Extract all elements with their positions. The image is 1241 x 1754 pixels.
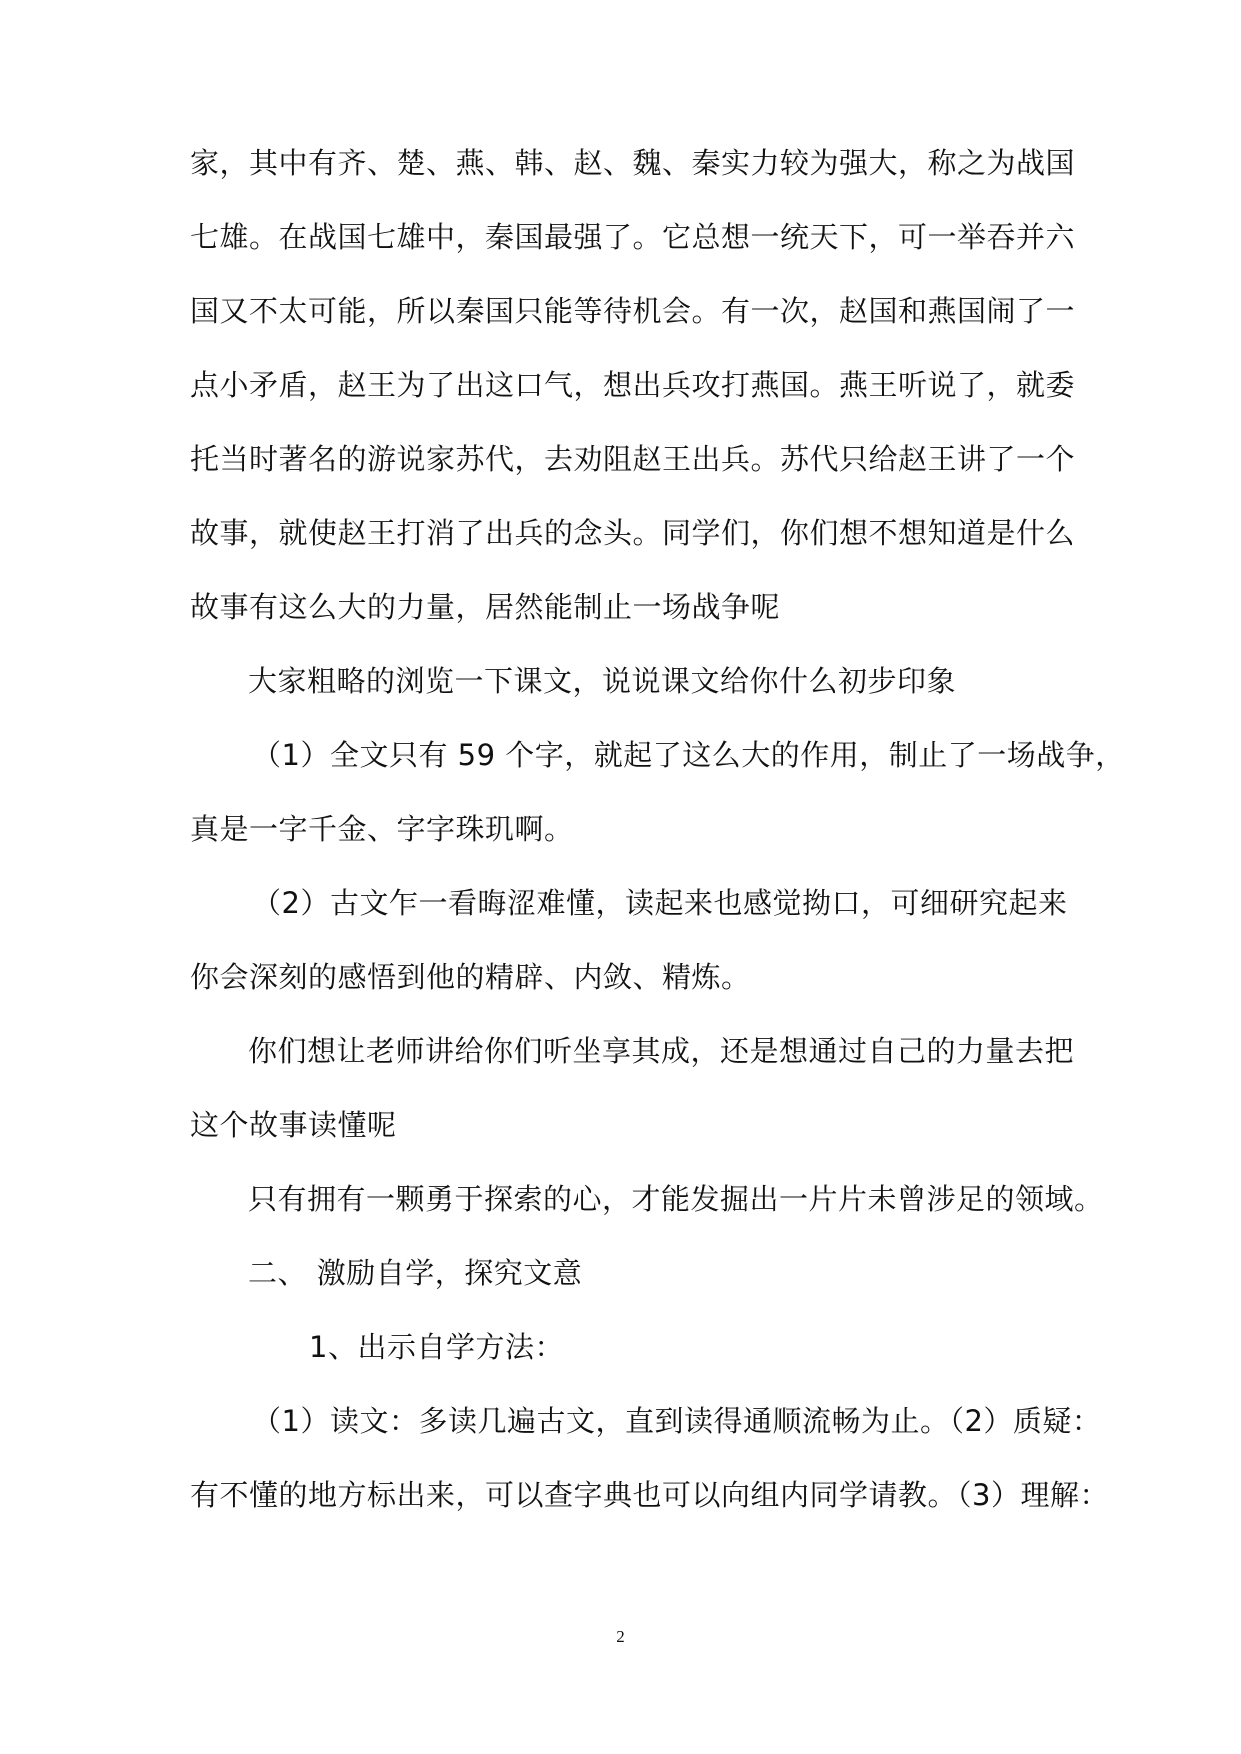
paragraph-line-15: 只有拥有一颗勇于探索的心，才能发掘出一片片未曾涉足的领域。 [248,1182,1104,1216]
page-number: 2 [616,1627,625,1646]
paragraph-line-5: 托当时著名的游说家苏代，去劝阻赵王出兵。苏代只给赵王讲了一个 [190,442,1076,476]
method-line-1: （1）读文：多读几遍古文，直到读得通顺流畅为止。（2）质疑： [252,1404,1102,1438]
paragraph-line-13: 你们想让老师讲给你们听坐享其成，还是想通过自己的力量去把 [248,1034,1075,1068]
paragraph-line-2: 七雄。在战国七雄中，秦国最强了。它总想一统天下，可一举吞并六 [190,220,1076,254]
list-item-2-line-1: （2）古文乍一看晦涩难懂，读起来也感觉拗口，可细研究起来 [252,886,1068,920]
list-item-2-line-2: 你会深刻的感悟到他的精辟、内敛、精炼。 [190,960,751,994]
section-heading: 二、 激励自学，探究文意 [248,1256,583,1290]
paragraph-line-14: 这个故事读懂呢 [190,1108,397,1142]
paragraph-line-4: 点小矛盾，赵王为了出这口气，想出兵攻打燕国。燕王听说了，就委 [190,368,1076,402]
paragraph-line-3: 国又不太可能，所以秦国只能等待机会。有一次，赵国和燕国闹了一 [190,294,1076,328]
list-item-1-line-1: （1）全文只有 59 个字，就起了这么大的作用，制止了一场战争， [252,738,1125,772]
method-line-2: 有不懂的地方标出来，可以查字典也可以向组内同学请教。（3）理解： [190,1478,1109,1512]
subsection-heading: 1、出示自学方法： [309,1330,564,1364]
paragraph-line-1: 家，其中有齐、楚、燕、韩、赵、魏、秦实力较为强大，称之为战国 [190,146,1076,180]
paragraph-line-6: 故事，就使赵王打消了出兵的念头。同学们，你们想不想知道是什么 [190,516,1076,550]
paragraph-line-7: 故事有这么大的力量，居然能制止一场战争呢 [190,590,781,624]
list-item-1-line-2: 真是一字千金、字字珠玑啊。 [190,812,574,846]
paragraph-line-8: 大家粗略的浏览一下课文，说说课文给你什么初步印象 [248,664,957,698]
